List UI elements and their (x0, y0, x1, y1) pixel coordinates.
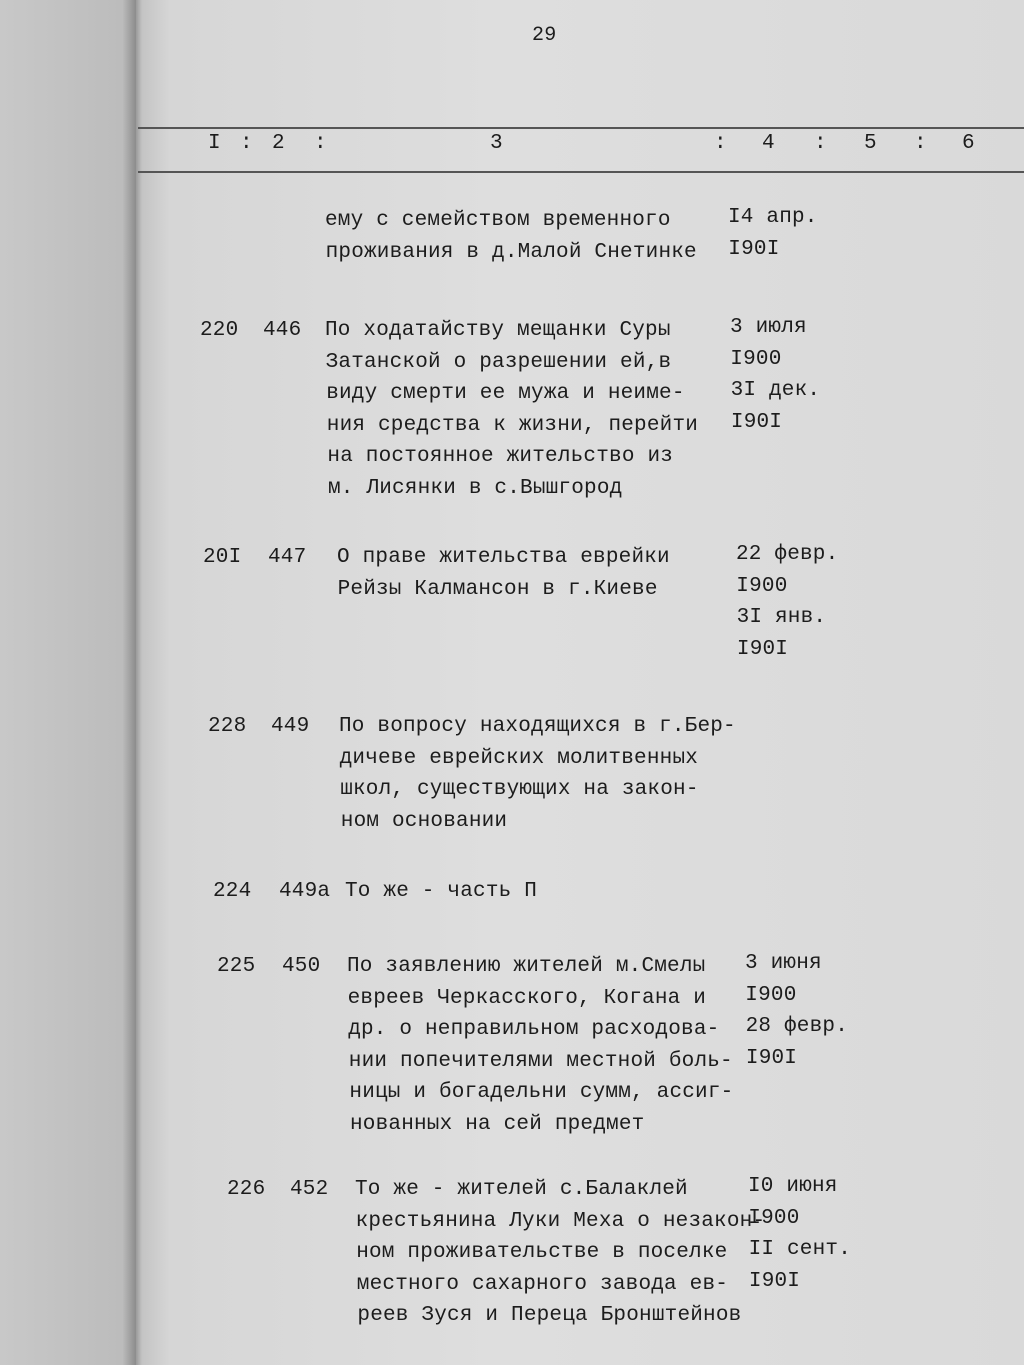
column-header-label: : (314, 132, 327, 155)
record-description-line: ном основании (340, 809, 508, 833)
record-number: 226 (227, 1178, 266, 1201)
record-description-line: проживания в д.Малой Снетинке (325, 240, 697, 264)
record-description-line: ницы и богадельни сумм, ассиг- (349, 1081, 734, 1104)
record-date: I0 июня (748, 1175, 838, 1198)
record-description-line: ном проживательстве в поселке (356, 1241, 728, 1264)
record-date: I90I (748, 1269, 801, 1293)
column-header-label: 6 (962, 132, 975, 155)
record-description-line: крестьянина Луки Меха о незакон- (355, 1209, 766, 1233)
record-date: I90I (745, 1046, 798, 1070)
record-number: 20I (203, 546, 242, 569)
header-bottom-rule (138, 171, 1024, 173)
record-number: 220 (200, 319, 239, 342)
record-date: I900 (730, 347, 782, 371)
record-date: I4 апр. (728, 206, 818, 229)
record-description-line: То же - жителей с.Балаклей (355, 1178, 688, 1201)
column-header-label: : (240, 132, 253, 155)
record-number: 228 (208, 715, 247, 738)
record-date: II сент. (748, 1238, 852, 1261)
file-number: 450 (282, 955, 321, 978)
record-description-line: нованных на сей предмет (350, 1112, 645, 1136)
file-number: 449а (279, 880, 331, 903)
record-description-line: дичеве еврейских молитвенных (339, 746, 699, 770)
record-description-line: По ходатайству мещанки Суры (325, 319, 671, 342)
column-header-label: 3 (490, 132, 503, 155)
record-description-line: на постоянное жительство из (327, 445, 674, 468)
record-description-line: То же - часть П (345, 880, 538, 903)
column-header-label: : (814, 132, 827, 155)
column-header-label: : (714, 132, 727, 155)
record-date: 3 июня (745, 952, 822, 975)
file-number: 447 (268, 546, 307, 569)
column-header-label: : (914, 132, 927, 155)
record-description-line: виду смерти ее мужа и неиме- (326, 382, 685, 405)
record-date: I900 (745, 983, 797, 1007)
record-number: 225 (217, 955, 256, 978)
record-description-line: евреев Черкасского, Когана и (347, 986, 707, 1010)
record-description-line: По заявлению жителей м.Смелы (347, 955, 706, 978)
page-number: 29 (532, 24, 557, 47)
record-date: 28 февр. (745, 1015, 849, 1038)
record-description-line: Рейзы Калмансон в г.Киеве (337, 577, 658, 601)
record-description-line: По вопросу находящихся в г.Бер- (339, 715, 736, 738)
record-description-line: ему с семейством временного (325, 209, 671, 232)
record-description-line: Затанской о разрешении ей,в (325, 350, 672, 374)
record-date: 3I янв. (736, 606, 827, 629)
record-date: I90I (728, 237, 780, 261)
file-number: 449 (271, 715, 310, 738)
record-description-line: реев Зуся и Переца Бронштейнов (357, 1304, 742, 1327)
column-header-label: 2 (272, 132, 285, 155)
record-description-line: нии попечителями местной боль- (348, 1049, 733, 1073)
adjacent-page-edge (0, 0, 136, 1365)
record-date: 22 февр. (736, 543, 839, 566)
record-date: I900 (736, 574, 788, 598)
file-number: 452 (290, 1178, 329, 1201)
record-description-line: О праве жительства еврейки (337, 546, 670, 569)
record-description-line: школ, существующих на закон- (340, 778, 699, 801)
record-date: 3I дек. (730, 379, 821, 402)
record-description-line: ния средства к жизни, перейти (326, 413, 699, 437)
record-description-line: др. о неправильном расходова- (348, 1018, 720, 1041)
column-header-label: 5 (864, 132, 877, 155)
file-number: 446 (263, 319, 302, 342)
record-description-line: м. Лисянки в с.Вышгород (328, 476, 623, 500)
header-top-rule (138, 127, 1024, 129)
record-date: 3 июля (730, 316, 807, 339)
record-description-line: местного сахарного завода ев- (356, 1272, 729, 1296)
record-date: I900 (748, 1206, 800, 1230)
record-date: I90I (730, 410, 783, 434)
column-header-label: I (208, 132, 221, 155)
record-number: 224 (213, 880, 252, 903)
record-date: I90I (736, 637, 789, 661)
column-header-label: 4 (762, 132, 775, 155)
